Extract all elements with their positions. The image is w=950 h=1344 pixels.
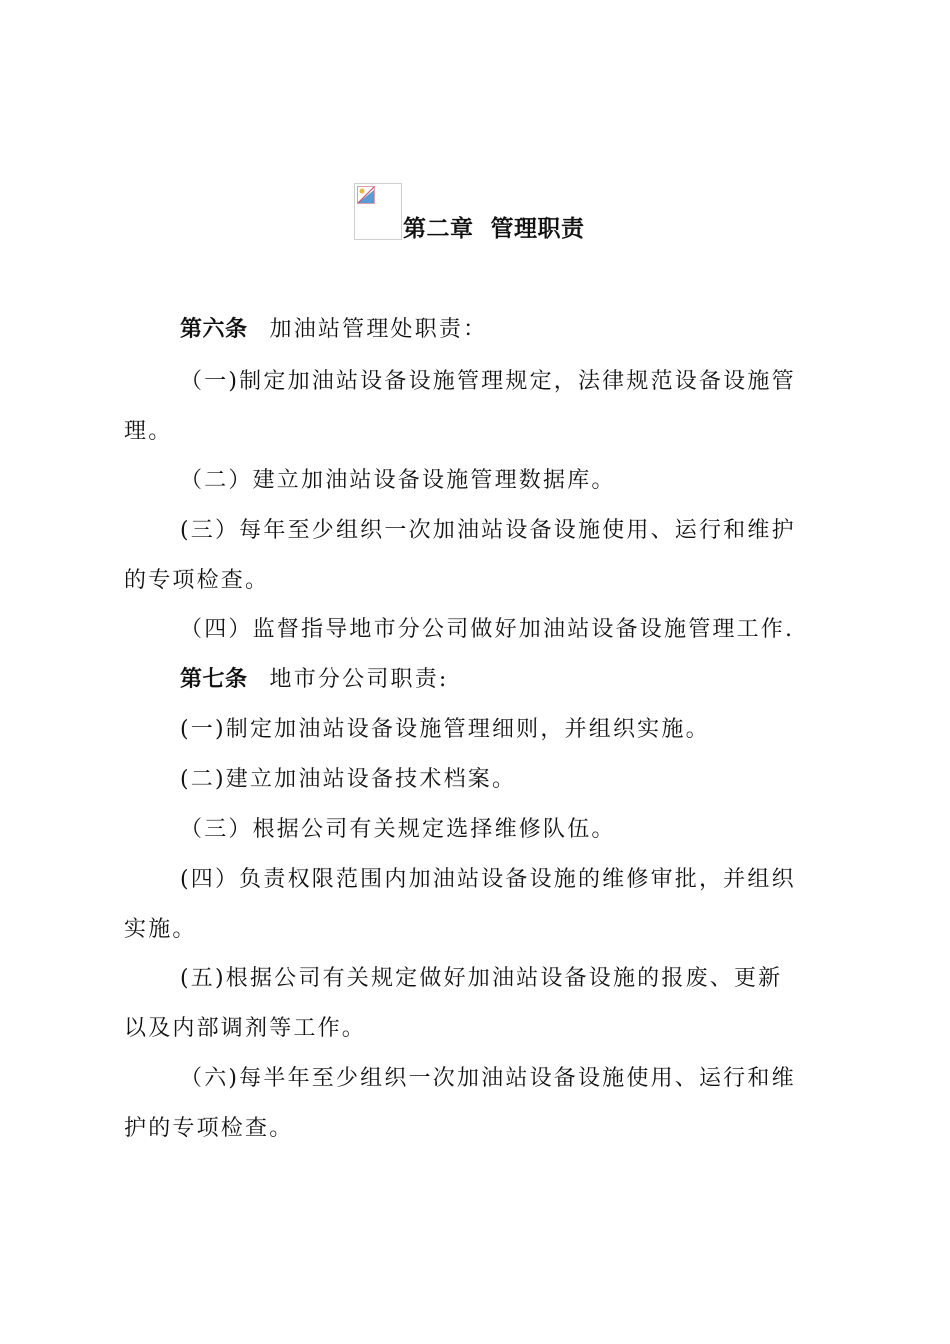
broken-image-icon: [357, 186, 375, 204]
article-6-item-3-line-2: 的专项检查。: [124, 568, 270, 593]
article-7-item-2-line-1: (二)建立加油站设备技术档案。: [180, 767, 517, 792]
article-7-item-1-line-1: (一)制定加油站设备设施管理细则，并组织实施。: [180, 717, 710, 742]
article-7-number: 第七条: [180, 667, 248, 692]
article-6-item-2-line-1: （二）建立加油站设备设施管理数据库。: [180, 468, 616, 493]
article-6-heading: 加油站管理处职责：: [269, 317, 488, 342]
article-7-item-5-line-2: 以及内部调剂等工作。: [124, 1016, 367, 1041]
article-7-item-4-line-1: (四）负责权限范围内加油站设备设施的维修审批，并组织: [180, 867, 796, 892]
chapter-title: 第二章 管理职责: [403, 216, 585, 242]
article-6-heading-line: [180, 315, 487, 345]
article-7-item-6-line-1: （六)每半年至少组织一次加油站设备设施使用、运行和维: [180, 1066, 796, 1091]
article-7-item-5-line-1: (五)根据公司有关规定做好加油站设备设施的报废、更新: [180, 966, 783, 991]
article-6-number: 第六条: [180, 317, 248, 342]
article-7-item-6-line-2: 护的专项检查。: [124, 1116, 294, 1141]
article-7-heading: 地市分公司职责:: [269, 667, 449, 692]
broken-image-placeholder: [354, 183, 402, 240]
article-6-item-4-line-1: （四）监督指导地市分公司做好加油站设备设施管理工作.: [180, 617, 795, 642]
article-7-item-3-line-1: （三）根据公司有关规定选择维修队伍。: [180, 817, 616, 842]
article-6-item-1-line-2: 理。: [124, 419, 173, 444]
article-6-item-1-line-1: （一)制定加油站设备设施管理规定，法律规范设备设施管: [180, 369, 796, 394]
article-7-item-4-line-2: 实施。: [124, 917, 197, 942]
article-6-item-3-line-1: (三）每年至少组织一次加油站设备设施使用、运行和维护: [180, 518, 796, 543]
article-7-heading-line: [180, 665, 449, 695]
